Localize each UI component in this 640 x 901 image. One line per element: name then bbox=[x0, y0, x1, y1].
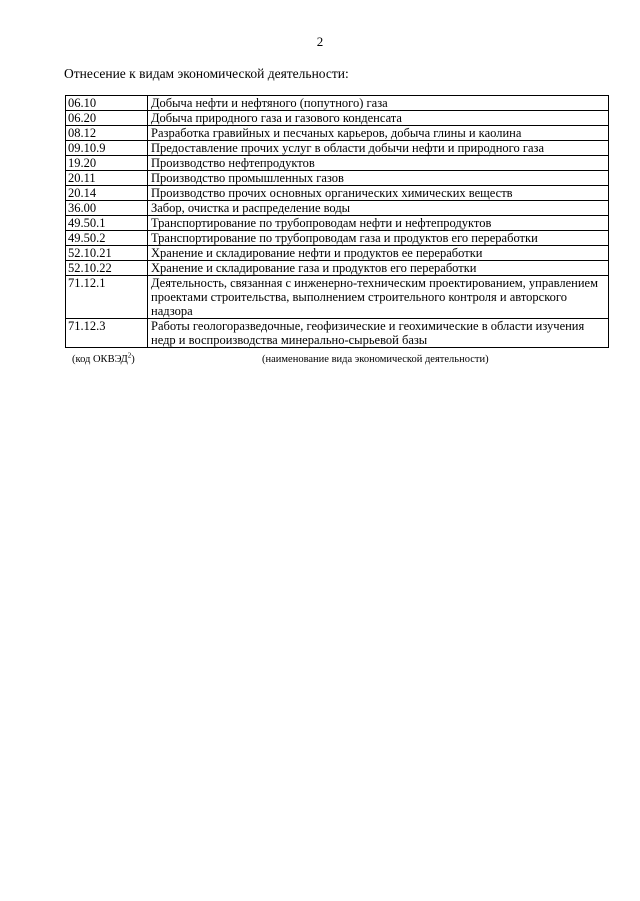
okved-code: 52.10.21 bbox=[66, 246, 148, 261]
table-row bbox=[66, 186, 609, 201]
table-row bbox=[66, 111, 609, 126]
okved-code: 20.14 bbox=[66, 186, 148, 201]
activity-name: Производство промышленных газов bbox=[148, 171, 609, 186]
okved-code: 49.50.1 bbox=[66, 216, 148, 231]
table-row bbox=[66, 171, 609, 186]
caption-code-close: ) bbox=[131, 354, 135, 365]
activity-name: Транспортирование по трубопроводам газа и продуктов его переработки bbox=[148, 231, 609, 246]
footnote-marker: 2 bbox=[127, 351, 132, 360]
table-row bbox=[66, 126, 609, 141]
okved-code: 06.10 bbox=[66, 96, 148, 111]
okved-code: 09.10.9 bbox=[66, 141, 148, 156]
activity-name: Производство прочих основных органических химических веществ bbox=[148, 186, 609, 201]
table-row bbox=[66, 96, 609, 111]
activity-name: Хранение и складирование нефти и продуктов ее переработки bbox=[148, 246, 609, 261]
table-row bbox=[66, 231, 609, 246]
okved-code: 20.11 bbox=[66, 171, 148, 186]
activity-name: Производство нефтепродуктов bbox=[148, 156, 609, 171]
table-row bbox=[66, 276, 609, 319]
okved-code: 19.20 bbox=[66, 156, 148, 171]
okved-code: 71.12.3 bbox=[66, 319, 148, 348]
table-row bbox=[66, 261, 609, 276]
page-number: 2 bbox=[316, 34, 324, 49]
activity-name: Деятельность, связанная с инженерно-техническим проектированием, управлением проектами строительства, выполнением строительного контроля и авторского надзора bbox=[148, 276, 609, 319]
okved-code: 06.20 bbox=[66, 111, 148, 126]
caption-code-label: (код ОКВЭД bbox=[72, 354, 128, 365]
caption-okved-code bbox=[72, 351, 135, 365]
caption-activity-name: (наименование вида экономической деятельности) bbox=[262, 354, 489, 365]
table-row bbox=[66, 246, 609, 261]
activity-name: Забор, очистка и распределение воды bbox=[148, 201, 609, 216]
table-row bbox=[66, 156, 609, 171]
table-row bbox=[66, 216, 609, 231]
table-row bbox=[66, 141, 609, 156]
okved-code: 52.10.22 bbox=[66, 261, 148, 276]
activity-name: Разработка гравийных и песчаных карьеров, добыча глины и каолина bbox=[148, 126, 609, 141]
okved-code: 49.50.2 bbox=[66, 231, 148, 246]
activity-name: Транспортирование по трубопроводам нефти и нефтепродуктов bbox=[148, 216, 609, 231]
table-row bbox=[66, 201, 609, 216]
activity-name: Добыча природного газа и газового конденсата bbox=[148, 111, 609, 126]
activity-name: Добыча нефти и нефтяного (попутного) газа bbox=[148, 96, 609, 111]
activity-name: Хранение и складирование газа и продуктов его переработки bbox=[148, 261, 609, 276]
okved-table bbox=[65, 95, 609, 348]
table-row bbox=[66, 319, 609, 348]
okved-code: 71.12.1 bbox=[66, 276, 148, 319]
intro-heading: Отнесение к видам экономической деятельности: bbox=[64, 66, 349, 81]
okved-code: 08.12 bbox=[66, 126, 148, 141]
okved-code: 36.00 bbox=[66, 201, 148, 216]
activity-name: Работы геологоразведочные, геофизические и геохимические в области изучения недр и воспроизводства минерально-сырьевой базы bbox=[148, 319, 609, 348]
activity-name: Предоставление прочих услуг в области добычи нефти и природного газа bbox=[148, 141, 609, 156]
